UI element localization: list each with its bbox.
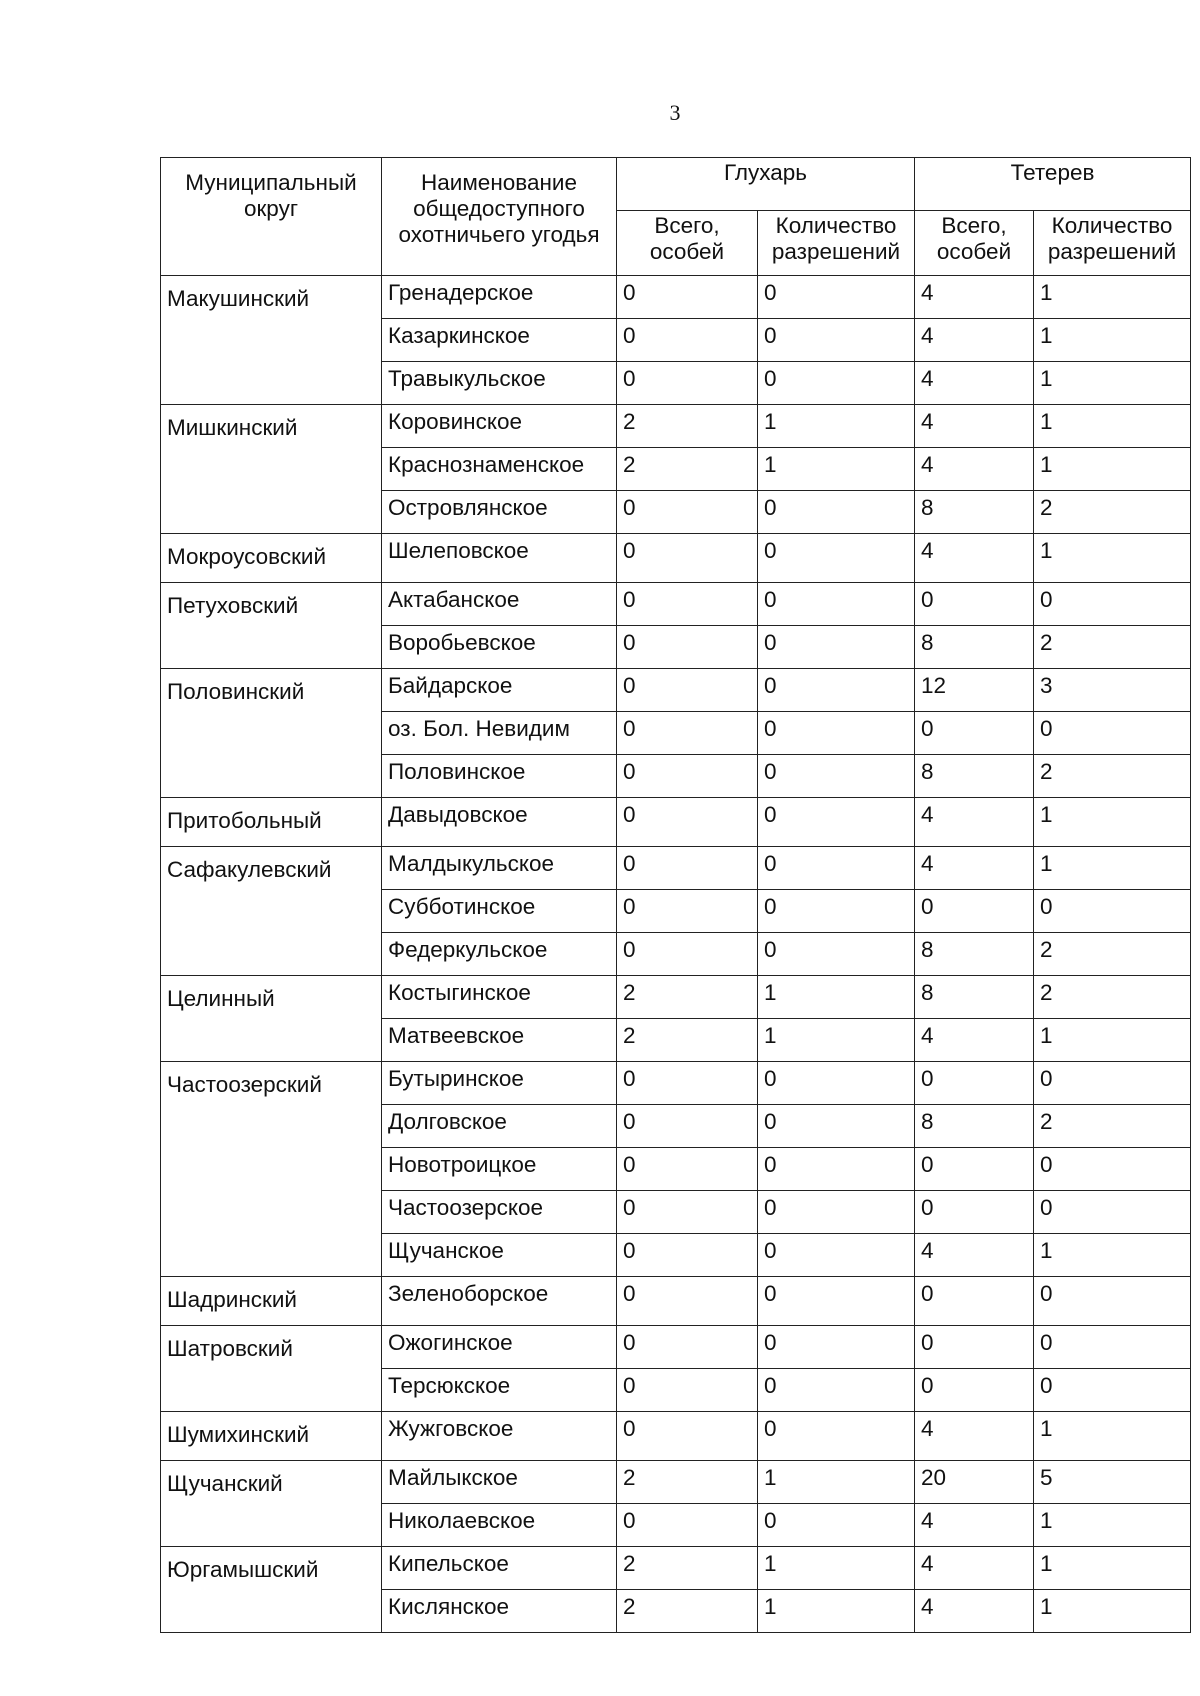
ugodie-cell: Костыгинское	[382, 976, 617, 1019]
gluhar-razresh-cell: 0	[758, 491, 915, 534]
table-row	[161, 405, 1191, 448]
teterev-vsego-cell: 4	[915, 362, 1034, 405]
teterev-vsego-cell: 0	[915, 583, 1034, 626]
gluhar-vsego-cell: 0	[617, 362, 758, 405]
teterev-razresh-cell: 1	[1034, 1412, 1191, 1461]
teterev-razresh-cell: 2	[1034, 933, 1191, 976]
gluhar-vsego-cell: 0	[617, 890, 758, 933]
okrug-cell: Мокроусовский	[161, 534, 382, 583]
table-row	[161, 583, 1191, 626]
ugodie-cell: Казаркинское	[382, 319, 617, 362]
header-teterev: Тетерев	[915, 158, 1191, 211]
gluhar-razresh-cell: 0	[758, 1105, 915, 1148]
gluhar-vsego-cell: 0	[617, 669, 758, 712]
ugodie-cell: Терсюкское	[382, 1369, 617, 1412]
teterev-razresh-cell: 0	[1034, 1062, 1191, 1105]
gluhar-razresh-cell: 1	[758, 976, 915, 1019]
teterev-vsego-cell: 8	[915, 755, 1034, 798]
gluhar-vsego-cell: 2	[617, 976, 758, 1019]
teterev-razresh-cell: 1	[1034, 448, 1191, 491]
okrug-cell: Шумихинский	[161, 1412, 382, 1461]
teterev-vsego-cell: 8	[915, 626, 1034, 669]
ugodie-cell: Шелеповское	[382, 534, 617, 583]
okrug-cell: Макушинский	[161, 276, 382, 405]
teterev-vsego-cell: 4	[915, 1412, 1034, 1461]
teterev-vsego-cell: 12	[915, 669, 1034, 712]
teterev-razresh-cell: 2	[1034, 1105, 1191, 1148]
teterev-razresh-cell: 0	[1034, 1326, 1191, 1369]
gluhar-vsego-cell: 0	[617, 583, 758, 626]
teterev-vsego-cell: 4	[915, 1547, 1034, 1590]
gluhar-razresh-cell: 0	[758, 1191, 915, 1234]
gluhar-vsego-cell: 0	[617, 933, 758, 976]
gluhar-vsego-cell: 2	[617, 1547, 758, 1590]
okrug-cell: Мишкинский	[161, 405, 382, 534]
gluhar-razresh-cell: 0	[758, 1326, 915, 1369]
ugodie-cell: Коровинское	[382, 405, 617, 448]
ugodie-cell: Байдарское	[382, 669, 617, 712]
ugodie-cell: Ожогинское	[382, 1326, 617, 1369]
gluhar-vsego-cell: 2	[617, 1590, 758, 1633]
gluhar-razresh-cell: 0	[758, 1412, 915, 1461]
table-row	[161, 847, 1191, 890]
gluhar-razresh-cell: 0	[758, 1234, 915, 1277]
gluhar-razresh-cell: 0	[758, 319, 915, 362]
teterev-razresh-cell: 1	[1034, 534, 1191, 583]
header-ugodie: Наименование общедоступного охотничьего угодья	[382, 158, 617, 276]
ugodie-cell: Гренадерское	[382, 276, 617, 319]
table-row	[161, 976, 1191, 1019]
gluhar-razresh-cell: 1	[758, 405, 915, 448]
teterev-razresh-cell: 1	[1034, 276, 1191, 319]
gluhar-vsego-cell: 0	[617, 1191, 758, 1234]
ugodie-cell: Зеленоборское	[382, 1277, 617, 1326]
ugodie-cell: Долговское	[382, 1105, 617, 1148]
ugodie-cell: Частоозерское	[382, 1191, 617, 1234]
gluhar-razresh-cell: 0	[758, 534, 915, 583]
teterev-razresh-cell: 0	[1034, 1369, 1191, 1412]
teterev-razresh-cell: 2	[1034, 976, 1191, 1019]
okrug-cell: Половинский	[161, 669, 382, 798]
teterev-razresh-cell: 0	[1034, 1277, 1191, 1326]
header-gluhar: Глухарь	[617, 158, 915, 211]
teterev-vsego-cell: 4	[915, 1590, 1034, 1633]
teterev-vsego-cell: 0	[915, 890, 1034, 933]
teterev-vsego-cell: 0	[915, 712, 1034, 755]
okrug-cell: Щучанский	[161, 1461, 382, 1547]
gluhar-razresh-cell: 0	[758, 798, 915, 847]
gluhar-razresh-cell: 0	[758, 933, 915, 976]
gluhar-razresh-cell: 1	[758, 1461, 915, 1504]
gluhar-vsego-cell: 0	[617, 319, 758, 362]
teterev-razresh-cell: 0	[1034, 890, 1191, 933]
okrug-cell: Шатровский	[161, 1326, 382, 1412]
teterev-vsego-cell: 8	[915, 933, 1034, 976]
table-row	[161, 534, 1191, 583]
okrug-cell: Юргамышский	[161, 1547, 382, 1633]
gluhar-razresh-cell: 0	[758, 1277, 915, 1326]
table-row	[161, 1277, 1191, 1326]
ugodie-cell: Жужговское	[382, 1412, 617, 1461]
okrug-cell: Шадринский	[161, 1277, 382, 1326]
teterev-vsego-cell: 8	[915, 491, 1034, 534]
gluhar-vsego-cell: 0	[617, 626, 758, 669]
gluhar-vsego-cell: 0	[617, 712, 758, 755]
header-gluhar-razresh: Количество разрешений	[758, 211, 915, 276]
teterev-vsego-cell: 4	[915, 847, 1034, 890]
gluhar-razresh-cell: 1	[758, 1019, 915, 1062]
gluhar-vsego-cell: 0	[617, 755, 758, 798]
header-okrug: Муниципальный округ	[161, 158, 382, 276]
gluhar-vsego-cell: 0	[617, 534, 758, 583]
table-row	[161, 1326, 1191, 1369]
ugodie-cell: Николаевское	[382, 1504, 617, 1547]
ugodie-cell: Воробьевское	[382, 626, 617, 669]
ugodie-cell: Половинское	[382, 755, 617, 798]
table-row	[161, 1547, 1191, 1590]
teterev-vsego-cell: 4	[915, 1504, 1034, 1547]
gluhar-razresh-cell: 0	[758, 1062, 915, 1105]
gluhar-razresh-cell: 1	[758, 448, 915, 491]
teterev-razresh-cell: 1	[1034, 1234, 1191, 1277]
header-teterev-vsego: Всего, особей	[915, 211, 1034, 276]
page-number: 3	[669, 100, 681, 125]
gluhar-vsego-cell: 0	[617, 1369, 758, 1412]
gluhar-razresh-cell: 0	[758, 890, 915, 933]
ugodie-cell: Матвеевское	[382, 1019, 617, 1062]
teterev-vsego-cell: 4	[915, 1019, 1034, 1062]
teterev-razresh-cell: 0	[1034, 712, 1191, 755]
gluhar-vsego-cell: 0	[617, 847, 758, 890]
teterev-razresh-cell: 1	[1034, 1504, 1191, 1547]
teterev-vsego-cell: 0	[915, 1369, 1034, 1412]
teterev-vsego-cell: 0	[915, 1326, 1034, 1369]
teterev-razresh-cell: 2	[1034, 626, 1191, 669]
gluhar-vsego-cell: 0	[617, 1326, 758, 1369]
ugodie-cell: Бутыринское	[382, 1062, 617, 1105]
gluhar-razresh-cell: 0	[758, 1369, 915, 1412]
table-header	[161, 158, 1191, 276]
okrug-cell: Петуховский	[161, 583, 382, 669]
ugodie-cell: Федеркульское	[382, 933, 617, 976]
gluhar-razresh-cell: 0	[758, 362, 915, 405]
header-teterev-razresh: Количество разрешений	[1034, 211, 1191, 276]
gluhar-vsego-cell: 0	[617, 1277, 758, 1326]
teterev-razresh-cell: 1	[1034, 1590, 1191, 1633]
teterev-razresh-cell: 1	[1034, 798, 1191, 847]
gluhar-razresh-cell: 0	[758, 1148, 915, 1191]
table-row	[161, 1461, 1191, 1504]
teterev-vsego-cell: 4	[915, 534, 1034, 583]
table-row	[161, 1062, 1191, 1105]
okrug-cell: Притобольный	[161, 798, 382, 847]
teterev-razresh-cell: 1	[1034, 847, 1191, 890]
gluhar-vsego-cell: 2	[617, 448, 758, 491]
teterev-razresh-cell: 1	[1034, 362, 1191, 405]
teterev-vsego-cell: 4	[915, 798, 1034, 847]
ugodie-cell: Щучанское	[382, 1234, 617, 1277]
table-row	[161, 276, 1191, 319]
teterev-razresh-cell: 1	[1034, 319, 1191, 362]
gluhar-vsego-cell: 2	[617, 1019, 758, 1062]
teterev-vsego-cell: 0	[915, 1148, 1034, 1191]
ugodie-cell: Майлыкское	[382, 1461, 617, 1504]
header-gluhar-vsego: Всего, особей	[617, 211, 758, 276]
okrug-cell: Целинный	[161, 976, 382, 1062]
gluhar-vsego-cell: 2	[617, 405, 758, 448]
gluhar-razresh-cell: 0	[758, 583, 915, 626]
gluhar-razresh-cell: 0	[758, 755, 915, 798]
ugodie-cell: Травыкульское	[382, 362, 617, 405]
gluhar-vsego-cell: 0	[617, 1234, 758, 1277]
table-body	[161, 276, 1191, 1633]
teterev-razresh-cell: 1	[1034, 405, 1191, 448]
teterev-vsego-cell: 4	[915, 405, 1034, 448]
teterev-vsego-cell: 8	[915, 976, 1034, 1019]
okrug-cell: Сафакулевский	[161, 847, 382, 976]
teterev-razresh-cell: 1	[1034, 1547, 1191, 1590]
teterev-vsego-cell: 0	[915, 1277, 1034, 1326]
teterev-razresh-cell: 2	[1034, 491, 1191, 534]
gluhar-vsego-cell: 2	[617, 1461, 758, 1504]
ugodie-cell: Краснознаменское	[382, 448, 617, 491]
ugodie-cell: оз. Бол. Невидим	[382, 712, 617, 755]
teterev-vsego-cell: 0	[915, 1062, 1034, 1105]
gluhar-razresh-cell: 1	[758, 1590, 915, 1633]
teterev-vsego-cell: 4	[915, 1234, 1034, 1277]
hunting-quota-table	[160, 157, 1191, 1633]
teterev-vsego-cell: 20	[915, 1461, 1034, 1504]
ugodie-cell: Субботинское	[382, 890, 617, 933]
ugodie-cell: Актабанское	[382, 583, 617, 626]
teterev-vsego-cell: 4	[915, 319, 1034, 362]
gluhar-razresh-cell: 0	[758, 712, 915, 755]
gluhar-vsego-cell: 0	[617, 1105, 758, 1148]
gluhar-razresh-cell: 1	[758, 1547, 915, 1590]
teterev-razresh-cell: 0	[1034, 583, 1191, 626]
gluhar-vsego-cell: 0	[617, 798, 758, 847]
ugodie-cell: Малдыкульское	[382, 847, 617, 890]
ugodie-cell: Островлянское	[382, 491, 617, 534]
teterev-razresh-cell: 3	[1034, 669, 1191, 712]
gluhar-razresh-cell: 0	[758, 626, 915, 669]
gluhar-razresh-cell: 0	[758, 669, 915, 712]
teterev-razresh-cell: 0	[1034, 1191, 1191, 1234]
gluhar-vsego-cell: 0	[617, 1062, 758, 1105]
gluhar-vsego-cell: 0	[617, 276, 758, 319]
teterev-razresh-cell: 1	[1034, 1019, 1191, 1062]
ugodie-cell: Давыдовское	[382, 798, 617, 847]
teterev-razresh-cell: 0	[1034, 1148, 1191, 1191]
ugodie-cell: Новотроицкое	[382, 1148, 617, 1191]
teterev-vsego-cell: 4	[915, 448, 1034, 491]
gluhar-razresh-cell: 0	[758, 276, 915, 319]
gluhar-vsego-cell: 0	[617, 1504, 758, 1547]
teterev-vsego-cell: 0	[915, 1191, 1034, 1234]
ugodie-cell: Кипельское	[382, 1547, 617, 1590]
teterev-razresh-cell: 5	[1034, 1461, 1191, 1504]
gluhar-vsego-cell: 0	[617, 1148, 758, 1191]
gluhar-razresh-cell: 0	[758, 847, 915, 890]
gluhar-vsego-cell: 0	[617, 491, 758, 534]
teterev-razresh-cell: 2	[1034, 755, 1191, 798]
teterev-vsego-cell: 8	[915, 1105, 1034, 1148]
table-row	[161, 798, 1191, 847]
table-row	[161, 1412, 1191, 1461]
gluhar-vsego-cell: 0	[617, 1412, 758, 1461]
okrug-cell: Частоозерский	[161, 1062, 382, 1277]
table-row	[161, 669, 1191, 712]
teterev-vsego-cell: 4	[915, 276, 1034, 319]
gluhar-razresh-cell: 0	[758, 1504, 915, 1547]
ugodie-cell: Кислянское	[382, 1590, 617, 1633]
